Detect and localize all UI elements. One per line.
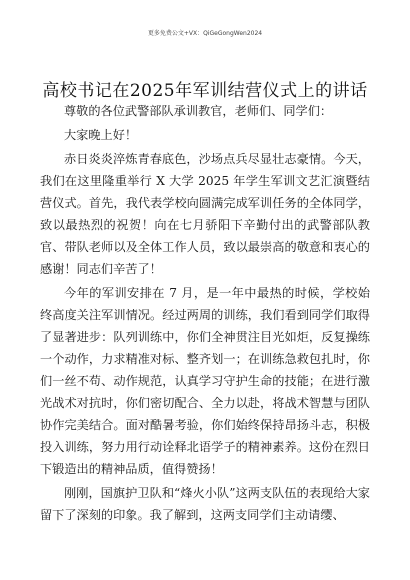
paragraph-3: 刚刚，国旗护卫队和“烽火小队”这两支队伍的表现给大家留下了深刻的印象。我了解到，这两支同学们主动请缨、	[40, 486, 370, 522]
header-note: 更多免费公文+VX：QiGeGongWen2024	[147, 30, 263, 37]
greeting: 尊敬的各位武警部队承训教官，老师们、同学们：	[64, 104, 333, 118]
document-title: 高校书记在2025年军训结营仪式上的讲话	[42, 81, 368, 101]
document-body	[40, 100, 370, 528]
paragraph-2: 今年的军训安排在 7 月，是一年中最热的时候，学校始终高度关注军训情况。经过两周的训练，我们看到同学们取得了显著进步：队列训练中，你们全神贯注目光如炬，反复操练一个动作，力求精准对标、整齐划一；在训练急救包扎时，你们一丝不苟、动作规范，认真学习守护生命的技能；在进行激光战术对抗时，你们密切配合、全力以赴，将战术智慧与团队协作完美结合。面对酷暑考验，你们始终保持昂扬斗志，积极投入训练，努力用行动诠释北语学子的精神素养。这份在烈日下锻造出的精神品质，值得赞扬！	[40, 286, 370, 476]
paragraph-1: 赤日炎炎淬炼青春底色，沙场点兵尽显壮志豪情。今天，我们在这里隆重举行 X 大学 2025 年学生军训文艺汇演暨结营仪式。首先，我代表学校向圆满完成军训任务的全体同学，致以最热烈的祝贺！向在七月骄阳下辛勤付出的武警部队教官、带队老师以及全体工作人员，致以最崇高的敬意和衷心的感谢！同志们辛苦了！	[40, 152, 370, 276]
salutation: 大家晚上好！	[64, 128, 138, 142]
